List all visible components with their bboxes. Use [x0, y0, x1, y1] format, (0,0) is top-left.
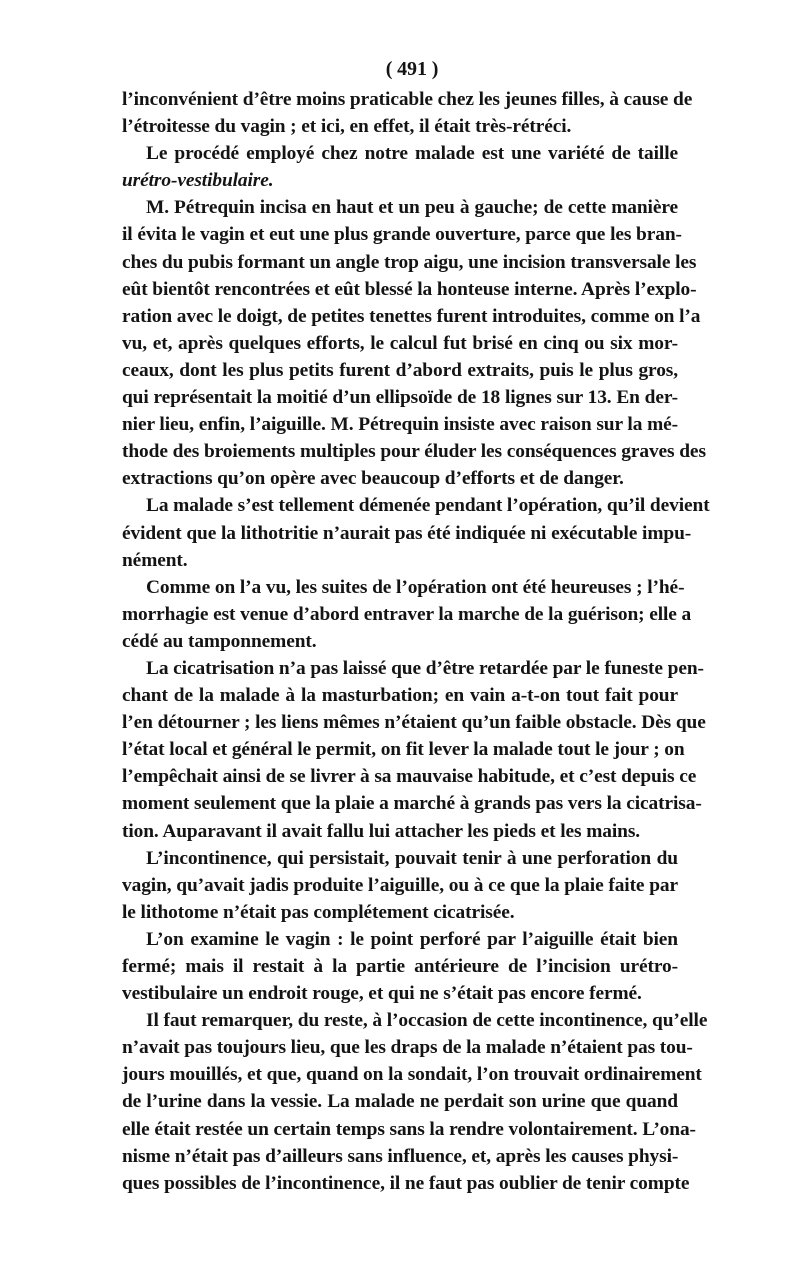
page-number: ( 491 ) — [385, 58, 439, 80]
paragraph — [122, 492, 710, 573]
text-line: nément. — [122, 549, 188, 571]
text-line: qui représentait la moitié d’un ellipsoïde de 18 lignes sur 13. En der- — [122, 387, 678, 409]
paragraph — [122, 140, 678, 194]
text-line: L’on examine le vagin : le point perforé par l’aiguille était bien — [146, 928, 678, 950]
paragraph — [122, 926, 678, 1007]
text-line: ques possibles de l’incontinence, il ne faut pas oublier de tenir compte — [122, 1172, 690, 1194]
text-line: ration avec le doigt, de petites tenettes furent introduites, comme on l’a — [122, 305, 701, 327]
text-line: thode des broiements multiples pour éluder les conséquences graves des — [122, 441, 706, 463]
text-line: moment seulement que la plaie a marché à grands pas vers la cicatrisa- — [122, 793, 702, 815]
text-line: il évita le vagin et eut une plus grande ouverture, parce que les bran- — [122, 224, 682, 246]
text-line: Comme on l’a vu, les suites de l’opération ont été heureuses ; l’hé- — [146, 576, 685, 598]
text-line: vu, et, après quelques efforts, le calcul fut brisé en cinq ou six mor- — [122, 332, 678, 354]
text-line: l’étroitesse du vagin ; et ici, en effet, il était très-rétréci. — [122, 116, 572, 138]
text-line: n’avait pas toujours lieu, que les draps de la malade n’étaient pas tou- — [122, 1037, 693, 1059]
text-line: La malade s’est tellement démenée pendant l’opération, qu’il devient — [146, 495, 710, 517]
book-page — [122, 52, 710, 1197]
text-line: l’en détourner ; les liens mêmes n’étaient qu’un faible obstacle. Dès que — [122, 712, 706, 734]
text-line: cédé au tamponnement. — [122, 630, 317, 652]
text-line: jours mouillés, et que, quand on la sondait, l’on trouvait ordinairement — [122, 1064, 702, 1086]
paragraph — [122, 1007, 708, 1197]
text-line: L’incontinence, qui persistait, pouvait tenir à une perforation du — [146, 847, 678, 869]
text-line: le lithotome n’était pas complétement cicatrisée. — [122, 901, 515, 923]
paragraph — [122, 194, 706, 492]
body-text — [122, 86, 710, 1197]
text-line: nier lieu, enfin, l’aiguille. M. Pétrequin insiste avec raison sur la mé- — [122, 414, 678, 436]
text-line: vagin, qu’avait jadis produite l’aiguille, ou à ce que la plaie faite par — [122, 874, 678, 896]
text-line: de l’urine dans la vessie. La malade ne perdait son urine que quand — [122, 1091, 678, 1113]
text-line: tion. Auparavant il avait fallu lui attacher les pieds et les mains. — [122, 820, 641, 842]
text-line: morrhagie est venue d’abord entraver la marche de la guérison; elle a — [122, 603, 692, 625]
text-line: M. Pétrequin incisa en haut et un peu à gauche; de cette manière — [146, 197, 678, 219]
text-line: ceaux, dont les plus petits furent d’abord extraits, puis le plus gros, — [122, 359, 678, 381]
text-line: évident que la lithotritie n’aurait pas été indiquée ni exécutable impu- — [122, 522, 692, 544]
paragraph — [122, 655, 706, 845]
paragraph — [122, 845, 678, 926]
text-line: La cicatrisation n’a pas laissé que d’être retardée par le funeste pen- — [146, 657, 704, 679]
text-line: urétro-vestibulaire. — [122, 170, 274, 192]
text-line: l’empêchait ainsi de se livrer à sa mauvaise habitude, et c’est depuis ce — [122, 766, 697, 788]
paragraph — [122, 86, 693, 140]
text-line: elle était restée un certain temps sans la rendre volontairement. L’ona- — [122, 1118, 696, 1140]
text-line: l’état local et général le permit, on fit lever la malade tout le jour ; on — [122, 739, 685, 761]
text-line: Il faut remarquer, du reste, à l’occasion de cette incontinence, qu’elle — [146, 1010, 708, 1032]
text-line: ches du pubis formant un angle trop aigu, une incision transversale les — [122, 251, 697, 273]
text-line: nisme n’était pas d’ailleurs sans influence, et, après les causes physi- — [122, 1145, 679, 1167]
text-line: l’inconvénient d’être moins praticable chez les jeunes filles, à cause de — [122, 89, 693, 110]
text-line: extractions qu’on opère avec beaucoup d’efforts et de danger. — [122, 468, 624, 490]
text-line: Le procédé employé chez notre malade est une variété de taille — [146, 143, 678, 165]
text-line: chant de la malade à la masturbation; en vain a-t-on tout fait pour — [122, 685, 678, 707]
text-line: vestibulaire un endroit rouge, et qui ne s’était pas encore fermé. — [122, 983, 642, 1005]
text-line: eût bientôt rencontrées et eût blessé la honteuse interne. Après l’explo- — [122, 278, 697, 300]
paragraph — [122, 574, 692, 655]
text-line: fermé; mais il restait à la partie antérieure de l’incision urétro- — [122, 956, 678, 977]
